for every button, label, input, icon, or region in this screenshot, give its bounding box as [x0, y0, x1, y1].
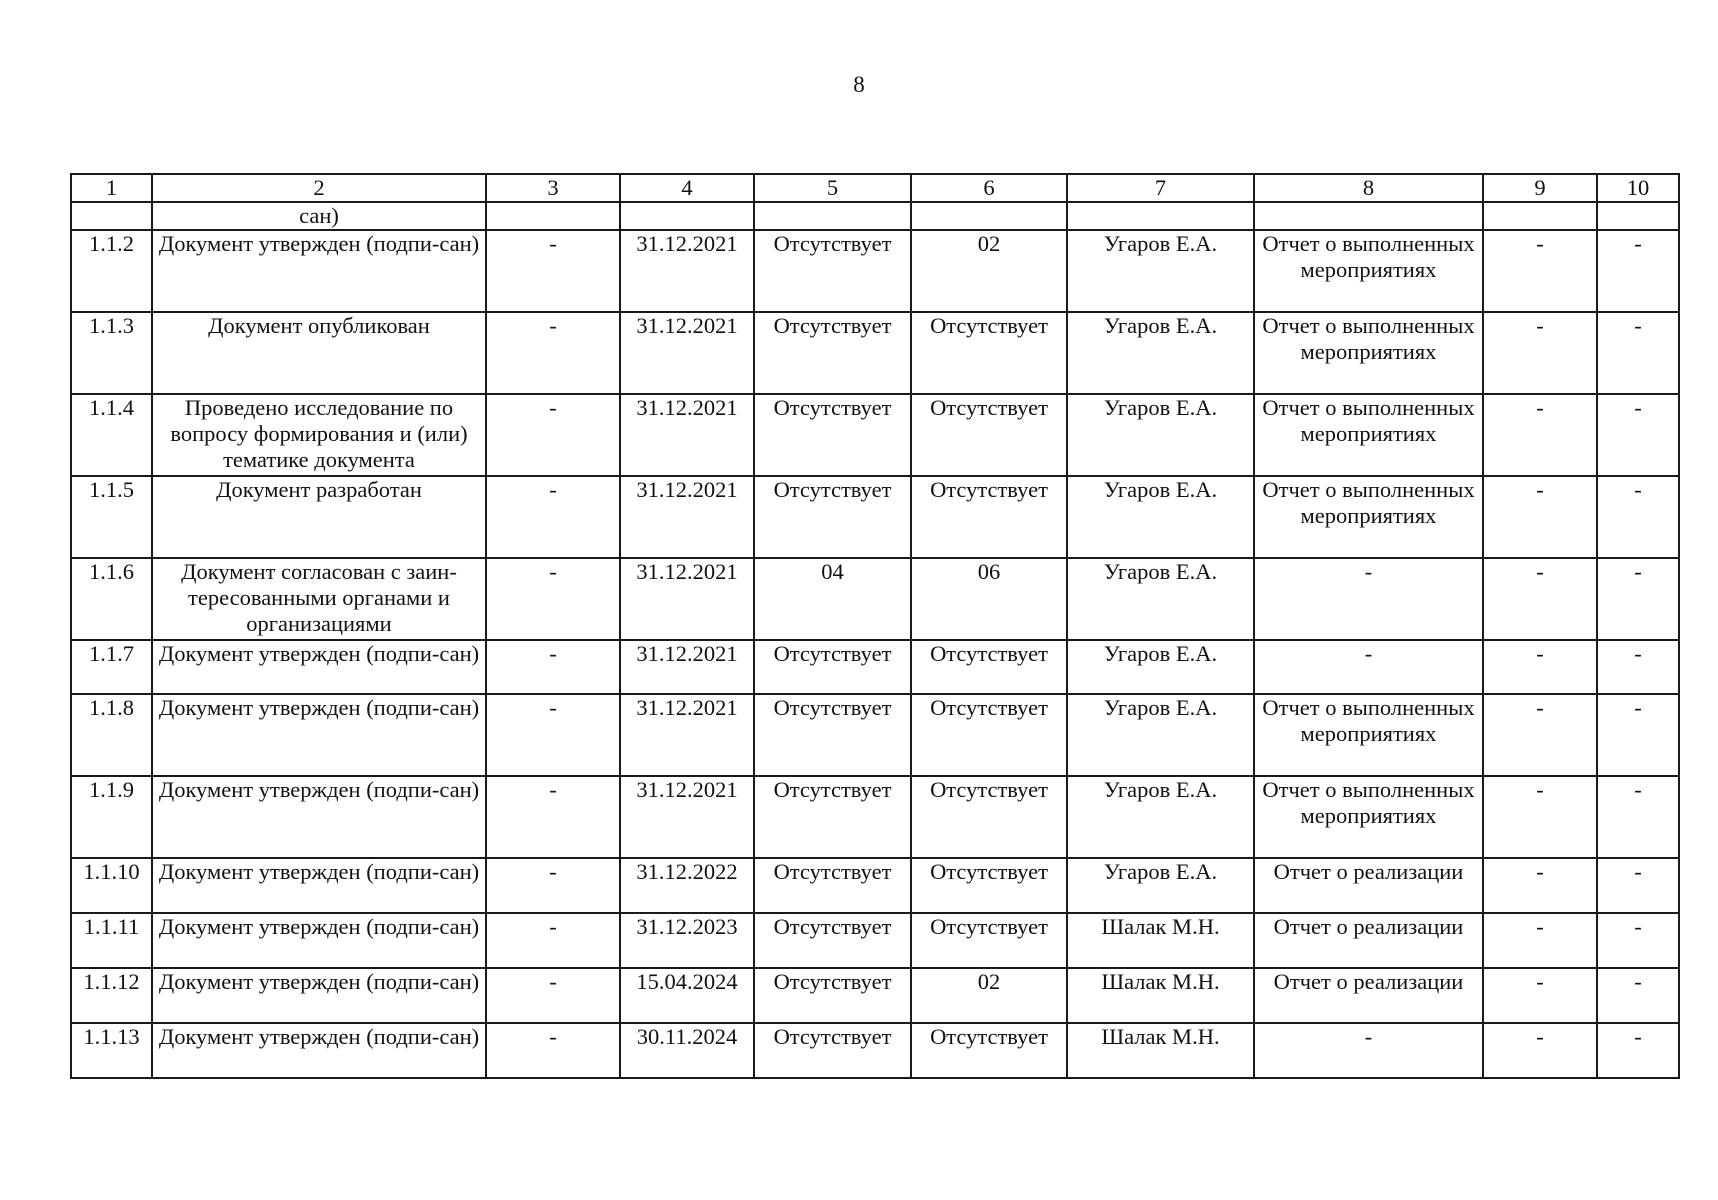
col10-value: -: [1597, 968, 1679, 1023]
responsible-name: Угаров Е.А.: [1067, 776, 1254, 858]
row-number: 1.1.11: [71, 913, 152, 968]
col3-value: -: [486, 312, 620, 394]
cell-empty: [1483, 202, 1597, 230]
col5-value: Отсутствует: [754, 913, 911, 968]
continuation-text: сан): [152, 202, 486, 230]
result-text: Документ утвержден (подпи-сан): [152, 1023, 486, 1078]
cell-empty: [754, 202, 911, 230]
col3-value: -: [486, 858, 620, 913]
responsible-name: Угаров Е.А.: [1067, 640, 1254, 694]
col3-value: -: [486, 476, 620, 558]
col6-value: Отсутствует: [911, 1023, 1067, 1078]
row-number: 1.1.13: [71, 1023, 152, 1078]
col6-value: Отсутствует: [911, 312, 1067, 394]
col5-value: Отсутствует: [754, 1023, 911, 1078]
col6-value: Отсутствует: [911, 476, 1067, 558]
responsible-name: Угаров Е.А.: [1067, 230, 1254, 312]
header-cell-10: 10: [1597, 174, 1679, 202]
col3-value: -: [486, 230, 620, 312]
date-value: 31.12.2021: [620, 312, 754, 394]
table-row: [71, 968, 1679, 1023]
date-value: 31.12.2021: [620, 476, 754, 558]
responsible-name: Угаров Е.А.: [1067, 694, 1254, 776]
table-row: [71, 776, 1679, 858]
result-text: Документ утвержден (подпи-сан): [152, 694, 486, 776]
col9-value: -: [1483, 1023, 1597, 1078]
col9-value: -: [1483, 913, 1597, 968]
report-type: -: [1254, 1023, 1483, 1078]
table-row: [71, 312, 1679, 394]
date-value: 15.04.2024: [620, 968, 754, 1023]
report-type: Отчет о реализации: [1254, 858, 1483, 913]
table-row: [71, 558, 1679, 640]
col6-value: Отсутствует: [911, 776, 1067, 858]
col10-value: -: [1597, 640, 1679, 694]
report-type: -: [1254, 558, 1483, 640]
table-row: [71, 476, 1679, 558]
cell-empty: [1597, 202, 1679, 230]
cell-empty: [1254, 202, 1483, 230]
date-value: 31.12.2021: [620, 776, 754, 858]
col9-value: -: [1483, 394, 1597, 476]
col6-value: 06: [911, 558, 1067, 640]
row-number: 1.1.8: [71, 694, 152, 776]
responsible-name: Угаров Е.А.: [1067, 312, 1254, 394]
col3-value: -: [486, 558, 620, 640]
col10-value: -: [1597, 312, 1679, 394]
col3-value: -: [486, 776, 620, 858]
report-type: Отчет о выполненных мероприятиях: [1254, 476, 1483, 558]
page-number: 8: [853, 72, 865, 97]
col9-value: -: [1483, 230, 1597, 312]
col9-value: -: [1483, 968, 1597, 1023]
col6-value: Отсутствует: [911, 858, 1067, 913]
header-cell-3: 3: [486, 174, 620, 202]
row-number: 1.1.7: [71, 640, 152, 694]
row-number: 1.1.9: [71, 776, 152, 858]
responsible-name: Угаров Е.А.: [1067, 858, 1254, 913]
header-cell-2: 2: [152, 174, 486, 202]
table-row: [71, 913, 1679, 968]
result-text: Документ утвержден (подпи-сан): [152, 858, 486, 913]
result-text: Документ утвержден (подпи-сан): [152, 968, 486, 1023]
report-type: -: [1254, 640, 1483, 694]
plan-table: [70, 173, 1680, 1079]
row-number: 1.1.10: [71, 858, 152, 913]
date-value: 31.12.2021: [620, 394, 754, 476]
result-text: Документ опубликован: [152, 312, 486, 394]
col10-value: -: [1597, 476, 1679, 558]
col9-value: -: [1483, 640, 1597, 694]
date-value: 31.12.2021: [620, 230, 754, 312]
table-row: [71, 858, 1679, 913]
col6-value: 02: [911, 230, 1067, 312]
col10-value: -: [1597, 694, 1679, 776]
col10-value: -: [1597, 1023, 1679, 1078]
report-type: Отчет о реализации: [1254, 968, 1483, 1023]
header-row: [71, 174, 1679, 202]
col10-value: -: [1597, 230, 1679, 312]
date-value: 31.12.2022: [620, 858, 754, 913]
col9-value: -: [1483, 312, 1597, 394]
cell-empty: [1067, 202, 1254, 230]
col5-value: Отсутствует: [754, 312, 911, 394]
table-row: [71, 230, 1679, 312]
col3-value: -: [486, 394, 620, 476]
row-number: 1.1.3: [71, 312, 152, 394]
date-value: 31.12.2021: [620, 640, 754, 694]
cell-empty: [71, 202, 152, 230]
result-text: Документ утвержден (подпи-сан): [152, 776, 486, 858]
cell-empty: [911, 202, 1067, 230]
col6-value: 02: [911, 968, 1067, 1023]
report-type: Отчет о выполненных мероприятиях: [1254, 312, 1483, 394]
header-cell-7: 7: [1067, 174, 1254, 202]
col5-value: Отсутствует: [754, 968, 911, 1023]
header-cell-1: 1: [71, 174, 152, 202]
report-type: Отчет о выполненных мероприятиях: [1254, 694, 1483, 776]
header-cell-9: 9: [1483, 174, 1597, 202]
continuation-row: [71, 202, 1679, 230]
col6-value: Отсутствует: [911, 394, 1067, 476]
report-type: Отчет о выполненных мероприятиях: [1254, 776, 1483, 858]
table-row: [71, 394, 1679, 476]
responsible-name: Угаров Е.А.: [1067, 394, 1254, 476]
result-text: Документ согласован с заин-тересованными органами и организациями: [152, 558, 486, 640]
report-type: Отчет о выполненных мероприятиях: [1254, 230, 1483, 312]
responsible-name: Шалак М.Н.: [1067, 1023, 1254, 1078]
cell-empty: [486, 202, 620, 230]
col6-value: Отсутствует: [911, 640, 1067, 694]
result-text: Проведено исследование по вопросу формирования и (или) тематике документа: [152, 394, 486, 476]
report-type: Отчет о выполненных мероприятиях: [1254, 394, 1483, 476]
col10-value: -: [1597, 776, 1679, 858]
report-type: Отчет о реализации: [1254, 913, 1483, 968]
result-text: Документ утвержден (подпи-сан): [152, 230, 486, 312]
col3-value: -: [486, 913, 620, 968]
col5-value: Отсутствует: [754, 640, 911, 694]
date-value: 31.12.2023: [620, 913, 754, 968]
row-number: 1.1.6: [71, 558, 152, 640]
col3-value: -: [486, 640, 620, 694]
col5-value: Отсутствует: [754, 394, 911, 476]
header-cell-5: 5: [754, 174, 911, 202]
col9-value: -: [1483, 858, 1597, 913]
col5-value: Отсутствует: [754, 694, 911, 776]
col10-value: -: [1597, 913, 1679, 968]
col9-value: -: [1483, 694, 1597, 776]
header-cell-8: 8: [1254, 174, 1483, 202]
col9-value: -: [1483, 776, 1597, 858]
result-text: Документ разработан: [152, 476, 486, 558]
row-number: 1.1.12: [71, 968, 152, 1023]
col5-value: Отсутствует: [754, 776, 911, 858]
table-row: [71, 640, 1679, 694]
col3-value: -: [486, 1023, 620, 1078]
date-value: 31.12.2021: [620, 694, 754, 776]
header-cell-4: 4: [620, 174, 754, 202]
row-number: 1.1.5: [71, 476, 152, 558]
responsible-name: Угаров Е.А.: [1067, 558, 1254, 640]
date-value: 31.12.2021: [620, 558, 754, 640]
date-value: 30.11.2024: [620, 1023, 754, 1078]
col6-value: Отсутствует: [911, 694, 1067, 776]
result-text: Документ утвержден (подпи-сан): [152, 913, 486, 968]
col5-value: Отсутствует: [754, 476, 911, 558]
responsible-name: Шалак М.Н.: [1067, 913, 1254, 968]
col9-value: -: [1483, 558, 1597, 640]
cell-empty: [620, 202, 754, 230]
col5-value: Отсутствует: [754, 230, 911, 312]
col10-value: -: [1597, 394, 1679, 476]
col10-value: -: [1597, 858, 1679, 913]
col3-value: -: [486, 968, 620, 1023]
row-number: 1.1.2: [71, 230, 152, 312]
col9-value: -: [1483, 476, 1597, 558]
result-text: Документ утвержден (подпи-сан): [152, 640, 486, 694]
row-number: 1.1.4: [71, 394, 152, 476]
col10-value: -: [1597, 558, 1679, 640]
responsible-name: Угаров Е.А.: [1067, 476, 1254, 558]
col6-value: Отсутствует: [911, 913, 1067, 968]
table-row: [71, 1023, 1679, 1078]
header-cell-6: 6: [911, 174, 1067, 202]
table-row: [71, 694, 1679, 776]
col5-value: 04: [754, 558, 911, 640]
responsible-name: Шалак М.Н.: [1067, 968, 1254, 1023]
col5-value: Отсутствует: [754, 858, 911, 913]
col3-value: -: [486, 694, 620, 776]
